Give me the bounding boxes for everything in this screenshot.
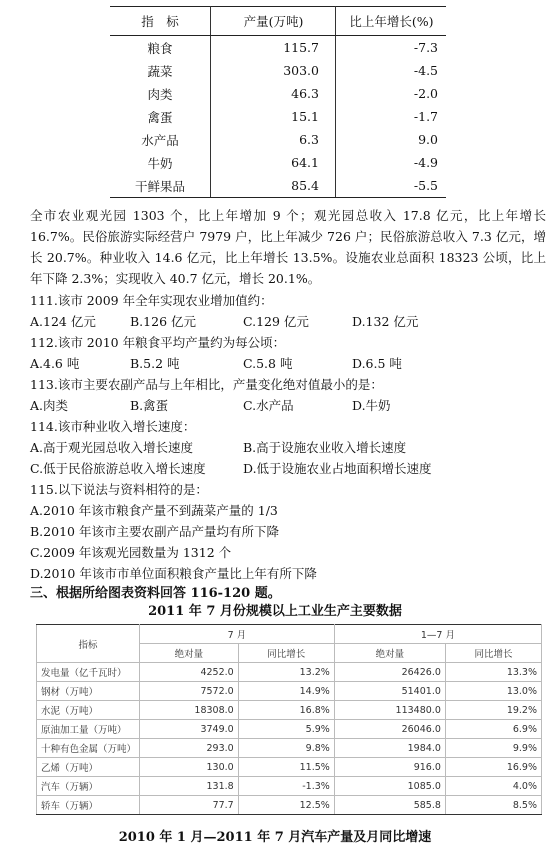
row-label: 肉类 (110, 82, 211, 105)
table-row (110, 151, 446, 174)
row-growth: -1.7 (413, 109, 438, 124)
q113-option-c[interactable]: C.水产品 (243, 398, 294, 413)
col-july-yoy: 同比增长 (238, 644, 334, 663)
question-113: 113.该市主要农副产品与上年相比，产量变化绝对值最小的是： (30, 377, 383, 392)
row-janjul-yoy: 13.0% (445, 682, 541, 701)
col-july-abs: 绝对量 (140, 644, 239, 663)
q114-option-b[interactable]: B.高于设施农业收入增长速度 (243, 440, 407, 455)
industry-data-table (36, 624, 542, 815)
q111-option-b[interactable]: B.126 亿元 (130, 314, 196, 329)
col-janjul-yoy: 同比增长 (445, 644, 541, 663)
row-july-yoy: -1.3% (238, 777, 334, 796)
row-july-abs: 4252.0 (140, 663, 239, 682)
row-growth: -2.0 (413, 86, 438, 101)
row-indicator: 水泥（万吨） (37, 701, 140, 720)
row-july-abs: 293.0 (140, 739, 239, 758)
row-july-yoy: 13.2% (238, 663, 334, 682)
row-growth: -5.5 (336, 174, 447, 198)
table-row (37, 796, 542, 815)
row-july-yoy: 5.9% (238, 720, 334, 739)
table-row (37, 663, 542, 682)
table-row (110, 59, 446, 82)
row-july-yoy: 16.8% (238, 701, 334, 720)
row-janjul-yoy: 6.9% (445, 720, 541, 739)
col-group-july: 7 月 (140, 625, 335, 644)
q115-option-a[interactable]: A.2010 年该市粮食产量不到蔬菜产量的 1/3 (30, 503, 278, 518)
row-output: 115.7 (211, 36, 336, 60)
row-indicator: 轿车（万辆） (37, 796, 140, 815)
q112-option-c[interactable]: C.5.8 吨 (243, 356, 293, 371)
row-output: 85.4 (211, 174, 336, 198)
table-row (37, 758, 542, 777)
q114-option-c[interactable]: C.低于民俗旅游总收入增长速度 (30, 461, 206, 476)
question-112: 112.该市 2010 年粮食平均产量约为每公顷： (30, 335, 286, 350)
section-3-heading: 三、根据所给图表资料回答 116-120 题。 (30, 586, 281, 601)
agri-output-table (110, 6, 446, 198)
row-janjul-yoy: 16.9% (445, 758, 541, 777)
q113-option-d[interactable]: D.牛奶 (352, 398, 391, 413)
row-label: 蔬菜 (110, 59, 211, 82)
row-growth: -4.9 (413, 155, 438, 170)
q111-option-c[interactable]: C.129 亿元 (243, 314, 309, 329)
row-janjul-abs: 26426.0 (334, 663, 445, 682)
q112-option-a[interactable]: A.4.6 吨 (30, 356, 80, 371)
row-output: 15.1 (211, 105, 336, 128)
row-label: 禽蛋 (110, 105, 211, 128)
agri-col-growth: 比上年增长(%) (336, 7, 447, 36)
row-label: 干鲜果品 (110, 174, 211, 198)
q114-option-a[interactable]: A.高于观光园总收入增长速度 (30, 440, 194, 455)
row-july-abs: 131.8 (140, 777, 239, 796)
question-114: 114.该市种业收入增长速度： (30, 419, 196, 434)
row-indicator: 发电量（亿千瓦时） (37, 663, 140, 682)
q112-option-d[interactable]: D.6.5 吨 (352, 356, 402, 371)
row-indicator: 十种有色金属（万吨） (37, 739, 140, 758)
row-output: 6.3 (211, 128, 336, 151)
row-janjul-abs: 113480.0 (334, 701, 445, 720)
agri-col-output: 产量(万吨) (211, 7, 336, 36)
col-janjul-abs: 绝对量 (334, 644, 445, 663)
col-group-jan-jul: 1—7 月 (334, 625, 541, 644)
row-janjul-yoy: 4.0% (445, 777, 541, 796)
row-july-abs: 18308.0 (140, 701, 239, 720)
q113-option-b[interactable]: B.禽蛋 (130, 398, 169, 413)
row-janjul-yoy: 19.2% (445, 701, 541, 720)
row-july-yoy: 9.8% (238, 739, 334, 758)
table-row (110, 105, 446, 128)
row-indicator: 原油加工量（万吨） (37, 720, 140, 739)
car-chart-caption: 2010 年 1 月—2011 年 7 月汽车产量及月同比增速 (118, 830, 432, 845)
row-janjul-abs: 1984.0 (334, 739, 445, 758)
agri-table-header (110, 7, 446, 36)
table-row (37, 777, 542, 796)
question-111: 111.该市 2009 年全年实现农业增加值约： (30, 293, 273, 308)
q113-option-a[interactable]: A.肉类 (30, 398, 69, 413)
row-july-yoy: 14.9% (238, 682, 334, 701)
row-growth: -7.3 (413, 40, 438, 55)
row-indicator: 乙烯（万吨） (37, 758, 140, 777)
table-row (37, 720, 542, 739)
row-output: 303.0 (211, 59, 336, 82)
table-row (37, 701, 542, 720)
agri-col-indicator: 指 标 (110, 7, 211, 36)
col-indicator: 指标 (37, 625, 140, 663)
industry-header-row-1 (37, 625, 542, 644)
row-label: 水产品 (110, 128, 211, 151)
row-janjul-yoy: 9.9% (445, 739, 541, 758)
row-output: 64.1 (211, 151, 336, 174)
table-row (110, 128, 446, 151)
table-row (110, 174, 446, 198)
passage-text: 全市农业观光园 1303 个，比上年增加 9 个；观光园总收入 17.8 亿元，比上年增长 16.7%。民俗旅游实际经营户 7979 户，比上年减少 726 户；民俗旅游总收入 7.3 亿元，增长 20.7%。种业收入 14.6 亿元，比上年增长 13.5%。设施农业总面积 18323 公顷，比上年下降 2.3%；实现收入 40.7 亿元，增长 20.1%。 (30, 208, 546, 286)
row-janjul-abs: 51401.0 (334, 682, 445, 701)
q115-option-c[interactable]: C.2009 年该观光园数量为 1312 个 (30, 545, 232, 560)
q112-option-b[interactable]: B.5.2 吨 (130, 356, 180, 371)
q114-option-d[interactable]: D.低于设施农业占地面积增长速度 (243, 461, 432, 476)
q115-option-b[interactable]: B.2010 年该市主要农副产品产量均有所下降 (30, 524, 279, 539)
row-output: 46.3 (211, 82, 336, 105)
row-july-abs: 77.7 (140, 796, 239, 815)
industry-table-title: 2011 年 7 月份规模以上工业生产主要数据 (148, 604, 402, 619)
table-row (110, 36, 446, 60)
row-july-yoy: 11.5% (238, 758, 334, 777)
table-row (37, 739, 542, 758)
table-row (37, 682, 542, 701)
row-janjul-yoy: 13.3% (445, 663, 541, 682)
row-july-abs: 3749.0 (140, 720, 239, 739)
row-label: 粮食 (110, 36, 211, 60)
row-july-abs: 7572.0 (140, 682, 239, 701)
question-115: 115.以下说法与资料相符的是： (30, 482, 208, 497)
q111-option-d[interactable]: D.132 亿元 (352, 314, 419, 329)
row-indicator: 汽车（万辆） (37, 777, 140, 796)
row-growth: 9.0 (418, 132, 438, 147)
row-janjul-abs: 916.0 (334, 758, 445, 777)
table-row (110, 82, 446, 105)
q111-option-a[interactable]: A.124 亿元 (30, 314, 96, 329)
row-janjul-abs: 585.8 (334, 796, 445, 815)
row-july-yoy: 12.5% (238, 796, 334, 815)
row-janjul-yoy: 8.5% (445, 796, 541, 815)
row-indicator: 钢材（万吨） (37, 682, 140, 701)
row-label: 牛奶 (110, 151, 211, 174)
row-july-abs: 130.0 (140, 758, 239, 777)
row-janjul-abs: 26046.0 (334, 720, 445, 739)
row-janjul-abs: 1085.0 (334, 777, 445, 796)
q115-option-d[interactable]: D.2010 年该市市单位面积粮食产量比上年有所下降 (30, 566, 317, 581)
row-growth: -4.5 (413, 63, 438, 78)
